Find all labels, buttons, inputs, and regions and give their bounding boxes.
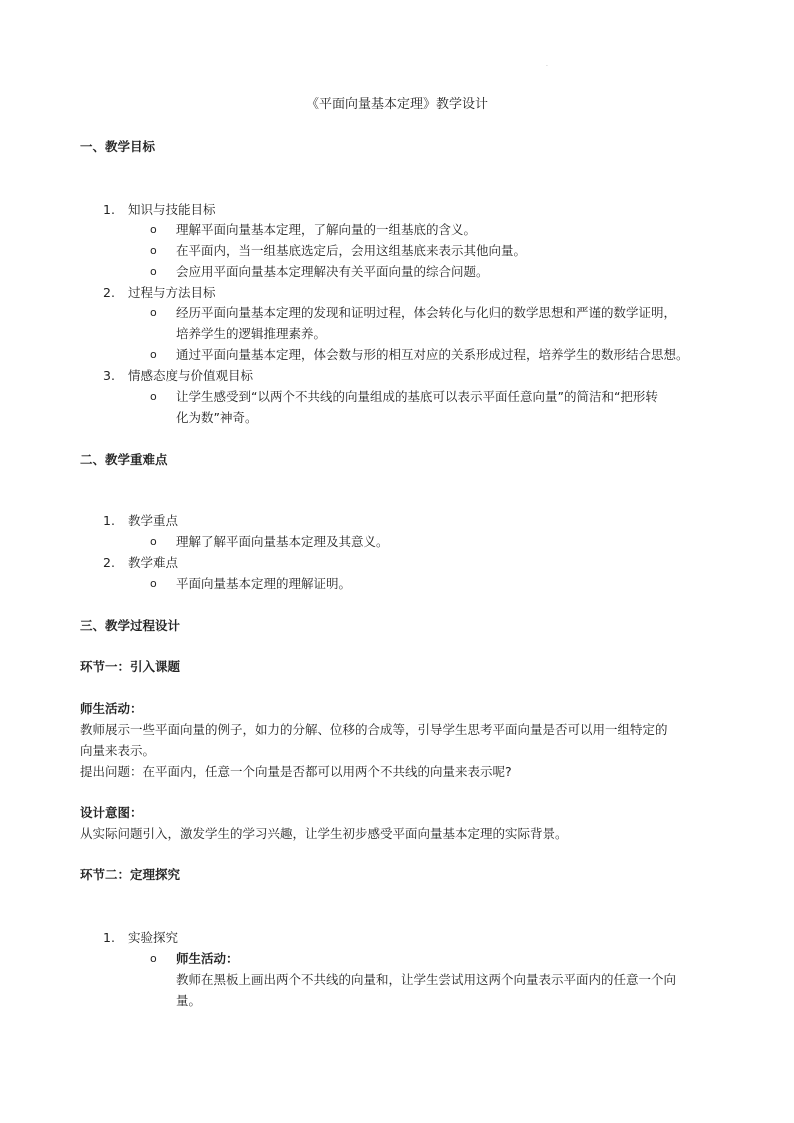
bullet-marker: o (150, 223, 157, 236)
corner-mark: . (546, 61, 548, 68)
bullet-marker: o (150, 306, 157, 319)
list-label: 知识与技能目标 (128, 202, 216, 217)
bullet-text: 量。 (176, 993, 202, 1008)
bullet-text: 理解了解平面向量基本定理及其意义。 (176, 534, 389, 549)
list-label: 情感态度与价值观目标 (128, 368, 254, 383)
bullet-text: 在平面内，当一组基底选定后，会用这组基底来表示其他向量。 (176, 243, 527, 258)
bullet-item (150, 948, 750, 969)
bullet-marker: o (150, 244, 157, 257)
paragraph-line: 从实际问题引入，激发学生的学习兴趣，让学生初步感受平面向量基本定理的实际背景。 (80, 826, 568, 841)
bullet-item (150, 219, 750, 240)
bullet-item (150, 344, 750, 365)
list-label: 教学重点 (128, 513, 179, 528)
bullet-text: 经历平面向量基本定理的发现和证明过程，体会转化与化归的数学思想和严谨的数学证明， (176, 305, 677, 320)
list-item (103, 510, 178, 531)
list-label: 实验探究 (128, 930, 179, 945)
bullet-item (150, 261, 750, 282)
list-item (103, 552, 178, 573)
bullet-marker: o (150, 390, 157, 403)
intent-label: 设计意图： (80, 805, 143, 820)
bullet-continuation (150, 323, 750, 344)
bullet-text: 理解平面向量基本定理，了解向量的一组基底的含义。 (176, 222, 477, 237)
bullet-marker: o (150, 577, 157, 590)
section-heading-key-points: 二、教学重难点 (80, 452, 168, 467)
list-item (103, 199, 216, 220)
list-item (103, 282, 216, 303)
bullet-item (150, 531, 750, 552)
bullet-text: 教师在黑板上画出两个不共线的向量和，让学生尝试用这两个向量表示平面内的任意一个向 (176, 972, 677, 987)
bullet-marker: o (150, 535, 157, 548)
bullet-continuation (150, 407, 750, 428)
bullet-text: 师生活动： (176, 951, 239, 966)
bullet-text: 会应用平面向量基本定理解决有关平面向量的综合问题。 (176, 264, 489, 279)
list-number: 2. (103, 555, 115, 570)
bullet-text: 通过平面向量基本定理，体会数与形的相互对应的关系形成过程，培养学生的数形结合思想。 (176, 347, 689, 362)
bullet-marker: o (150, 952, 157, 965)
list-item (103, 365, 253, 386)
paragraph-line: 向量来表示。 (80, 743, 156, 758)
paragraph-line: 提出问题：在平面内，任意一个向量是否都可以用两个不共线的向量来表示呢? (80, 764, 512, 779)
list-number: 1. (103, 930, 115, 945)
bullet-marker: o (150, 348, 157, 361)
bullet-continuation (150, 990, 750, 1011)
list-number: 1. (103, 202, 115, 217)
list-number: 1. (103, 513, 115, 528)
bullet-text: 化为数”神奇。 (176, 410, 258, 425)
bullet-item (150, 302, 750, 323)
list-number: 2. (103, 285, 115, 300)
step-heading-explore: 环节二：定理探究 (80, 867, 181, 882)
bullet-item (150, 386, 750, 407)
bullet-continuation (150, 969, 750, 990)
section-heading-process: 三、教学过程设计 (80, 618, 181, 633)
activity-label: 师生活动： (80, 701, 143, 716)
bullet-text: 培养学生的逻辑推理素养。 (176, 326, 327, 341)
step-heading-intro: 环节一：引入课题 (80, 659, 181, 674)
list-label: 教学难点 (128, 555, 179, 570)
list-label: 过程与方法目标 (128, 285, 216, 300)
section-heading-objectives: 一、教学目标 (80, 139, 156, 154)
list-number: 3. (103, 368, 115, 383)
document-title: 《平面向量基本定理》教学设计 (305, 97, 488, 112)
paragraph-line: 教师展示一些平面向量的例子，如力的分解、位移的合成等，引导学生思考平面向量是否可以用一组特定的 (80, 722, 668, 737)
bullet-item (150, 573, 750, 594)
bullet-text: 让学生感受到“以两个不共线的向量组成的基底可以表示平面任意向量”的简洁和“把形转 (176, 389, 658, 404)
bullet-item (150, 240, 750, 261)
list-item (103, 927, 178, 948)
bullet-text: 平面向量基本定理的理解证明。 (176, 576, 352, 591)
bullet-marker: o (150, 265, 157, 278)
